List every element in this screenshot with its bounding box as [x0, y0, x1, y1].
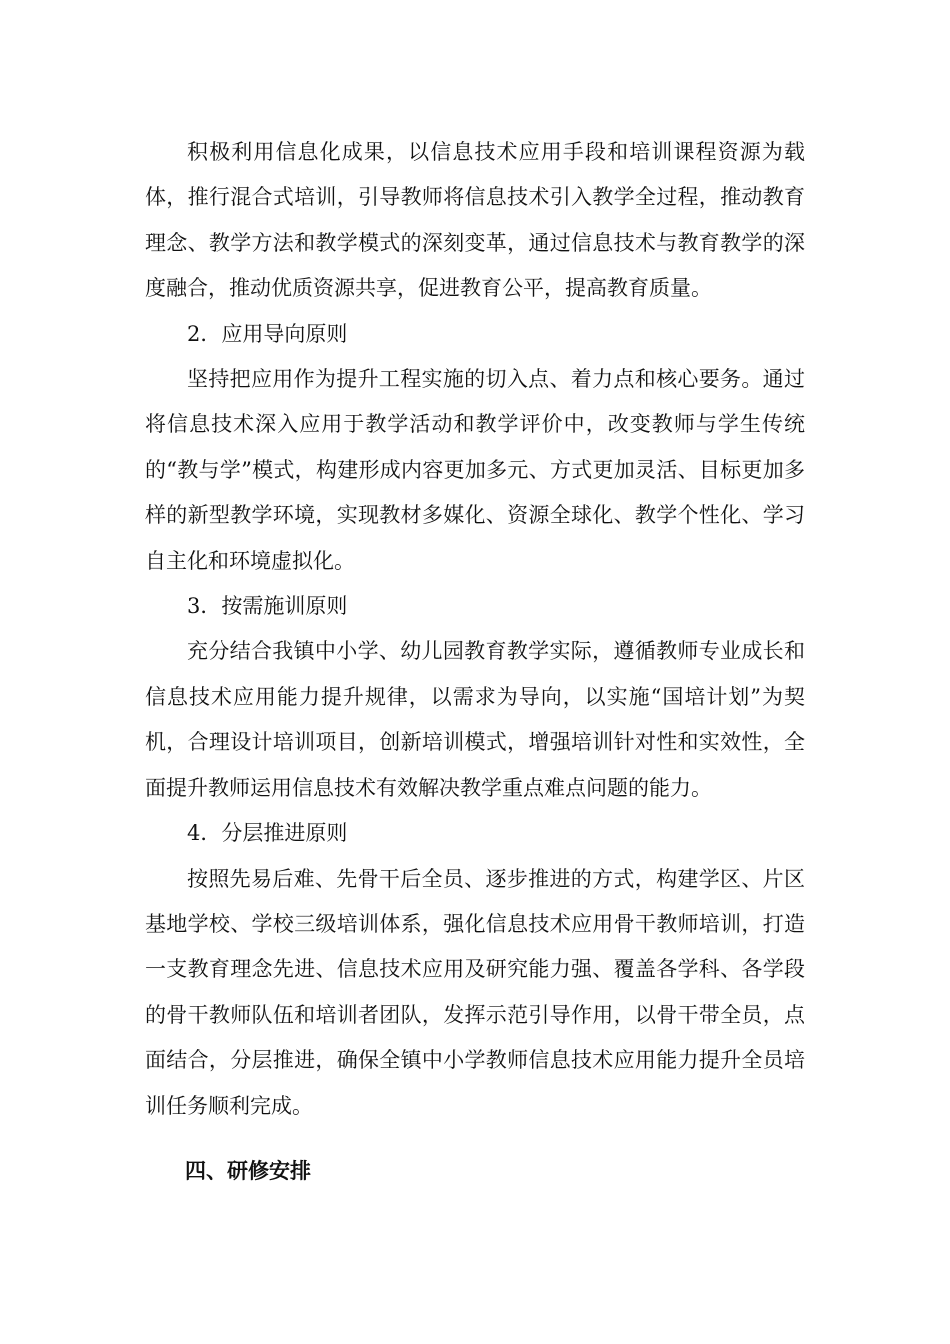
heading-on-demand-training: 3．按需施训原则: [187, 594, 348, 619]
section-title-study-arrangement: 四、研修安排: [185, 1158, 311, 1183]
heading-layered-advance: 4．分层推进原则: [187, 821, 348, 846]
paragraph-on-demand-training: 充分结合我镇中小学、幼儿园教育教学实际，遵循教师专业成长和信息技术应用能力提升规律，以需求为导向，以实施“国培计划”为契机，合理设计培训项目，创新培训模式，增强培训针对性和实效性，全面提升教师运用信息技术有效解决教学重点难点问题的能力。: [145, 639, 805, 800]
document-body: [145, 130, 805, 1194]
paragraph-layered-advance: 按照先易后难、先骨干后全员、逐步推进的方式，构建学区、片区基地学校、学校三级培训体系，强化信息技术应用骨干教师培训，打造一支教育理念先进、信息技术应用及研究能力强、覆盖各学科、各学段的骨干教师队伍和培训者团队，发挥示范引导作用，以骨干带全员，点面结合，分层推进，确保全镇中小学教师信息技术应用能力提升全员培训任务顺利完成。: [145, 866, 805, 1118]
paragraph-informatization: 积极利用信息化成果，以信息技术应用手段和培训课程资源为载体，推行混合式培训，引导教师将信息技术引入教学全过程，推动教育理念、教学方法和教学模式的深刻变革，通过信息技术与教育教学的深度融合，推动优质资源共享，促进教育公平，提高教育质量。: [145, 140, 805, 301]
paragraph-application-oriented: 坚持把应用作为提升工程实施的切入点、着力点和核心要务。通过将信息技术深入应用于教学活动和教学评价中，改变教师与学生传统的“教与学”模式，构建形成内容更加多元、方式更加灵活、目标更加多样的新型教学环境，实现教材多媒化、资源全球化、教学个性化、学习自主化和环境虚拟化。: [145, 367, 805, 573]
heading-application-oriented: 2．应用导向原则: [187, 321, 348, 346]
